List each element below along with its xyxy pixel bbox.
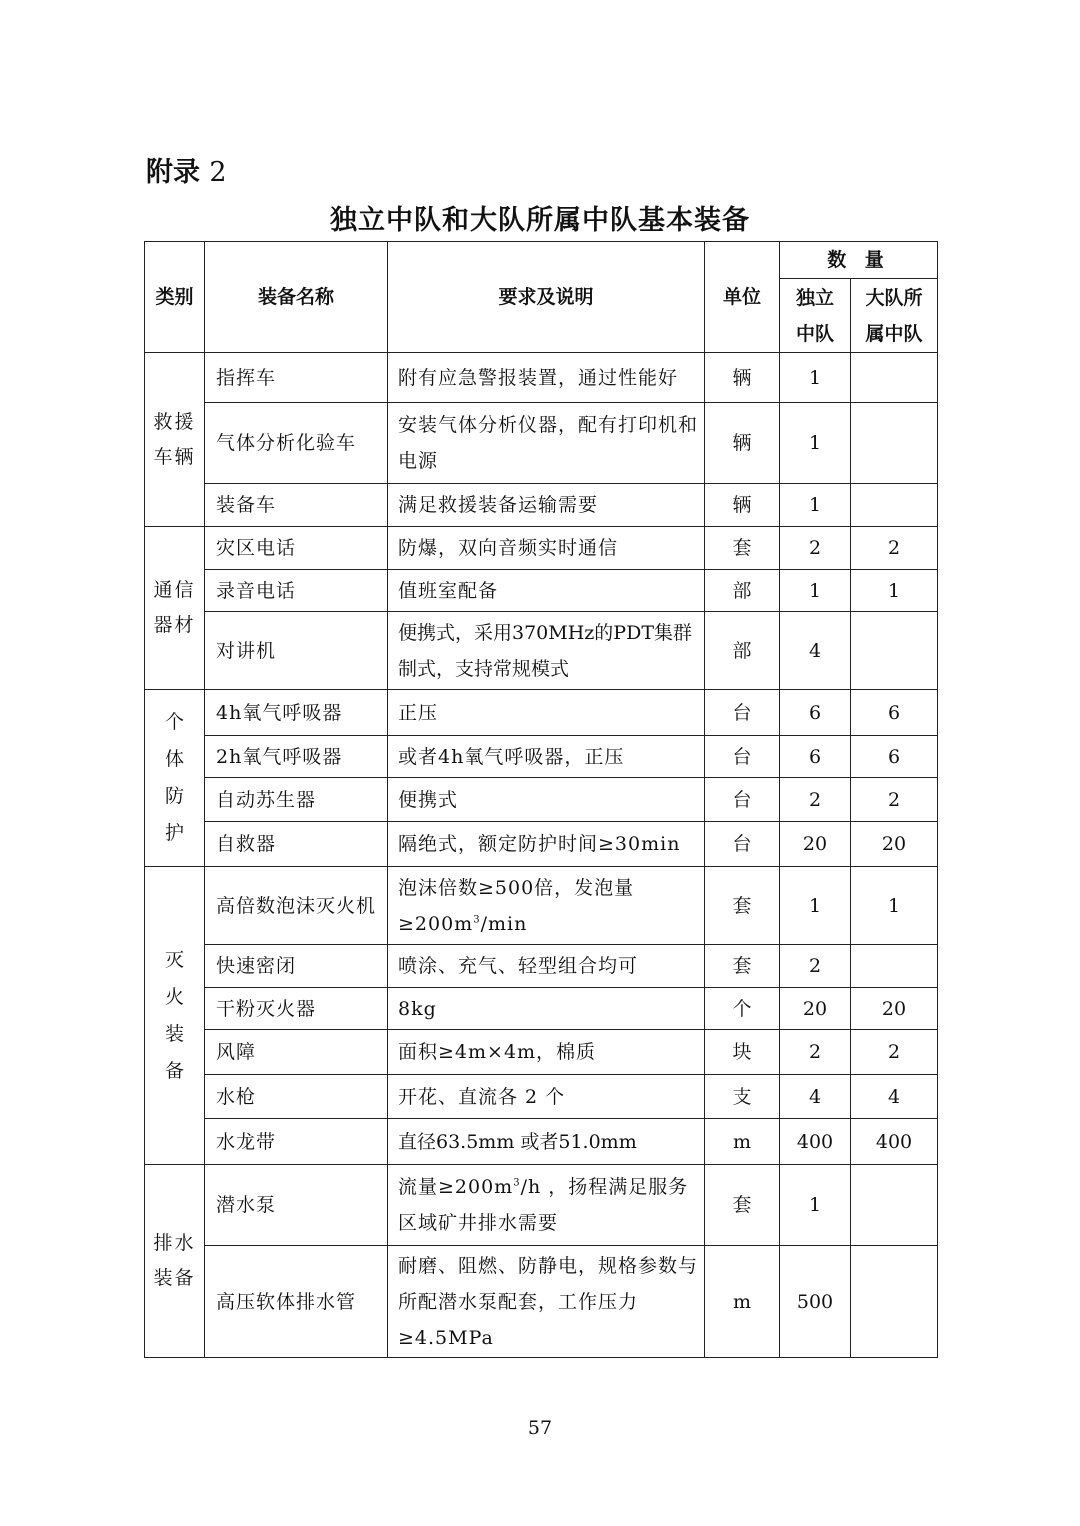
qty-brigade <box>851 612 938 690</box>
table-row <box>145 690 938 736</box>
equipment-name: 高倍数泡沫灭火机 <box>205 867 388 945</box>
qty-brigade: 20 <box>851 988 938 1030</box>
qty-brigade <box>851 353 938 403</box>
equipment-name: 干粉灭火器 <box>205 988 388 1030</box>
equipment-name: 指挥车 <box>205 353 388 403</box>
table-row <box>145 1165 938 1246</box>
equipment-name: 水枪 <box>205 1075 388 1119</box>
qty-independent: 2 <box>780 778 851 822</box>
equipment-unit: 部 <box>705 612 780 690</box>
table-row <box>145 527 938 570</box>
equipment-requirement: 附有应急警报装置，通过性能好 <box>388 353 705 403</box>
table-row <box>145 778 938 822</box>
qty-independent: 2 <box>780 1030 851 1075</box>
category-communication: 通信器材 <box>145 527 205 690</box>
qty-independent: 1 <box>780 484 851 527</box>
qty-brigade: 2 <box>851 1030 938 1075</box>
equipment-requirement: 流量$\ge 200m^3/h$ ，扬程满足服务区域矿井排水需要 <box>388 1165 705 1246</box>
header-brigade: 大队所属中队 <box>851 279 938 353</box>
qty-independent: 1 <box>780 570 851 612</box>
header-category: 类别 <box>145 242 205 353</box>
table-row <box>145 353 938 403</box>
qty-brigade: 400 <box>851 1119 938 1165</box>
qty-brigade: 6 <box>851 690 938 736</box>
equipment-name: 潜水泵 <box>205 1165 388 1246</box>
table-row <box>145 403 938 484</box>
table-row <box>145 1075 938 1119</box>
equipment-name: 装备车 <box>205 484 388 527</box>
page-title: 独立中队和大队所属中队基本装备 <box>330 205 750 236</box>
qty-independent: 4 <box>780 612 851 690</box>
table-row <box>145 988 938 1030</box>
equipment-name: 灾区电话 <box>205 527 388 570</box>
qty-brigade <box>851 1165 938 1246</box>
equipment-unit: 部 <box>705 570 780 612</box>
equipment-requirement: 泡沫倍数≥500倍，发泡量$\ge 200m^3/\min$ <box>388 867 705 945</box>
equipment-name: 风障 <box>205 1030 388 1075</box>
qty-brigade: 2 <box>851 527 938 570</box>
equipment-unit: 块 <box>705 1030 780 1075</box>
equipment-unit: 台 <box>705 778 780 822</box>
header-name: 装备名称 <box>205 242 388 353</box>
qty-brigade: 4 <box>851 1075 938 1119</box>
equipment-unit: 辆 <box>705 403 780 484</box>
equipment-name: 对讲机 <box>205 612 388 690</box>
equipment-unit: 台 <box>705 736 780 778</box>
qty-independent: 1 <box>780 867 851 945</box>
equipment-unit: m <box>705 1119 780 1165</box>
equipment-name: 录音电话 <box>205 570 388 612</box>
equipment-unit: 套 <box>705 1165 780 1246</box>
equipment-unit: 台 <box>705 822 780 867</box>
category-drainage: 排水装备 <box>145 1165 205 1358</box>
qty-brigade: 20 <box>851 822 938 867</box>
equipment-table <box>144 241 938 1358</box>
equipment-unit: 个 <box>705 988 780 1030</box>
table-row <box>145 612 938 690</box>
qty-brigade: 6 <box>851 736 938 778</box>
equipment-requirement: 满足救援装备运输需要 <box>388 484 705 527</box>
table-row <box>145 736 938 778</box>
category-personal-protection: 个体防护 <box>145 690 205 867</box>
qty-independent: 20 <box>780 988 851 1030</box>
equipment-requirement: 面积≥4m×4m，棉质 <box>388 1030 705 1075</box>
equipment-requirement: 或者4h氧气呼吸器，正压 <box>388 736 705 778</box>
qty-brigade <box>851 945 938 988</box>
header-requirement: 要求及说明 <box>388 242 705 353</box>
equipment-name: 高压软体排水管 <box>205 1246 388 1358</box>
equipment-requirement: 防爆，双向音频实时通信 <box>388 527 705 570</box>
table-row <box>145 1030 938 1075</box>
qty-brigade <box>851 1246 938 1358</box>
equipment-requirement: 耐磨、阻燃、防静电，规格参数与所配潜水泵配套，工作压力≥4.5MPa <box>388 1246 705 1358</box>
qty-independent: 1 <box>780 403 851 484</box>
equipment-unit: 台 <box>705 690 780 736</box>
qty-independent: 2 <box>780 527 851 570</box>
category-rescue-vehicles: 救援车辆 <box>145 353 205 527</box>
qty-brigade: 1 <box>851 570 938 612</box>
appendix-label: 附录 2 <box>146 157 227 188</box>
equipment-unit: 支 <box>705 1075 780 1119</box>
equipment-name: 2h氧气呼吸器 <box>205 736 388 778</box>
qty-brigade <box>851 484 938 527</box>
page-number: 57 <box>527 1417 553 1439</box>
qty-independent: 500 <box>780 1246 851 1358</box>
table-row <box>145 1119 938 1165</box>
equipment-requirement: 隔绝式，额定防护时间≥30min <box>388 822 705 867</box>
equipment-unit: 套 <box>705 945 780 988</box>
equipment-name: 自救器 <box>205 822 388 867</box>
category-firefighting: 灭火装备 <box>145 867 205 1165</box>
table-row <box>145 945 938 988</box>
table-row <box>145 570 938 612</box>
table-row <box>145 822 938 867</box>
equipment-name: 水龙带 <box>205 1119 388 1165</box>
table-row <box>145 867 938 945</box>
table-row <box>145 484 938 527</box>
equipment-name: 自动苏生器 <box>205 778 388 822</box>
equipment-name: 气体分析化验车 <box>205 403 388 484</box>
equipment-requirement: 开花、直流各 2 个 <box>388 1075 705 1119</box>
qty-independent: 20 <box>780 822 851 867</box>
qty-independent: 2 <box>780 945 851 988</box>
qty-brigade: 2 <box>851 778 938 822</box>
qty-independent: 1 <box>780 1165 851 1246</box>
equipment-requirement: 正压 <box>388 690 705 736</box>
equipment-unit: m <box>705 1246 780 1358</box>
qty-independent: 6 <box>780 690 851 736</box>
equipment-requirement: 喷涂、充气、轻型组合均可 <box>388 945 705 988</box>
qty-independent: 400 <box>780 1119 851 1165</box>
equipment-requirement: 安装气体分析仪器，配有打印机和电源 <box>388 403 705 484</box>
qty-independent: 1 <box>780 353 851 403</box>
equipment-requirement: 便携式，采用370MHz的PDT集群制式，支持常规模式 <box>388 612 705 690</box>
equipment-requirement: 直径63.5mm 或者51.0mm <box>388 1119 705 1165</box>
equipment-name: 4h氧气呼吸器 <box>205 690 388 736</box>
qty-brigade <box>851 403 938 484</box>
table-row <box>145 1246 938 1358</box>
header-independent: 独立中队 <box>780 279 851 353</box>
equipment-unit: 套 <box>705 527 780 570</box>
qty-independent: 4 <box>780 1075 851 1119</box>
qty-brigade: 1 <box>851 867 938 945</box>
equipment-requirement: 便携式 <box>388 778 705 822</box>
equipment-name: 快速密闭 <box>205 945 388 988</box>
equipment-unit: 套 <box>705 867 780 945</box>
equipment-requirement: 值班室配备 <box>388 570 705 612</box>
qty-independent: 6 <box>780 736 851 778</box>
equipment-unit: 辆 <box>705 353 780 403</box>
equipment-unit: 辆 <box>705 484 780 527</box>
equipment-requirement: 8kg <box>388 988 705 1030</box>
header-quantity: 数 量 <box>780 242 938 279</box>
header-unit: 单位 <box>705 242 780 353</box>
